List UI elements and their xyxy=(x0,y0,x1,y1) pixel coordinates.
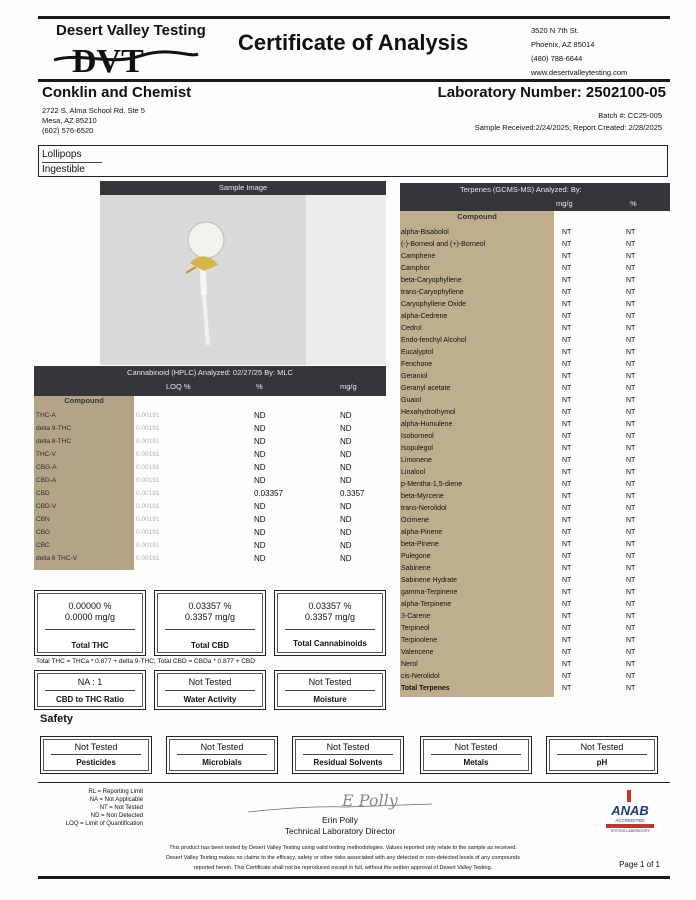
mgg-value: ND xyxy=(340,411,352,420)
mgg-value: NT xyxy=(562,601,572,608)
mgg-value: NT xyxy=(562,373,572,380)
bottom-rule xyxy=(38,876,670,879)
compound-name: gamma-Terpinene xyxy=(401,589,458,596)
disclaimer: This product has been tested by Desert Valley Testing using valid testing methodologies. Values reported only relate to the sample as received. Desert Valley Testing makes no claims to the efficacy, safety or other risks associated with any detected or non-detected levels of any compounds reported herein. This Certificate shall not be reproduced except in full, without the written approval of Desert Valley Testing. xyxy=(166,845,520,871)
signature xyxy=(246,786,436,816)
compound-name: Terpinolene xyxy=(401,637,438,644)
cannabinoid-row xyxy=(34,410,386,423)
mgg-value: NT xyxy=(562,613,572,620)
mgg-value: NT xyxy=(562,421,572,428)
compound-name: Endo-fenchyl Alcohol xyxy=(401,337,467,344)
lollipop-image xyxy=(100,195,306,365)
percent-value: NT xyxy=(626,385,636,392)
terpene-header-mgg: mg/g xyxy=(556,199,573,208)
cannabinoid-row xyxy=(34,436,386,449)
cannabinoid-row xyxy=(34,553,386,566)
percent-value: NT xyxy=(626,481,636,488)
percent-value: NT xyxy=(626,301,636,308)
compound-name: delta 9-THC xyxy=(36,425,72,432)
mgg-value: NT xyxy=(562,277,572,284)
cannabinoid-row xyxy=(34,540,386,553)
cannabinoid-row xyxy=(34,527,386,540)
cannabinoid-row xyxy=(34,488,386,501)
compound-name: Isoborneol xyxy=(401,433,434,440)
terpene-title: Terpenes (GCMS-MS) Analyzed: By: xyxy=(460,185,582,194)
percent-value: NT xyxy=(626,253,636,260)
water-activity-box: Not Tested Water Activity xyxy=(154,670,266,710)
compound-name: Valencene xyxy=(401,649,434,656)
terpene-row xyxy=(400,384,670,396)
percent-value: NT xyxy=(626,553,636,560)
loq-value: 0.00191 xyxy=(136,516,160,523)
compound-name: Geranyl acetate xyxy=(401,385,451,392)
percent-value: NT xyxy=(626,685,636,692)
compound-name: trans-Nerolidol xyxy=(401,505,447,512)
dvt-logo xyxy=(50,36,200,78)
residual-solvents-box: Not Tested Residual Solvents xyxy=(292,736,404,774)
terpene-row xyxy=(400,348,670,360)
terpene-row xyxy=(400,648,670,660)
mgg-value: NT xyxy=(562,265,572,272)
compound-name: CBD-V xyxy=(36,503,57,510)
anab-accreditation-logo: ANAB ACCREDITED TESTING LABORATORY xyxy=(600,796,660,836)
flame-icon xyxy=(627,790,631,802)
percent-value: NT xyxy=(626,469,636,476)
mgg-value: NT xyxy=(562,577,572,584)
compound-name: alpha-Bisabolol xyxy=(401,229,449,236)
cannabinoid-title: Cannabinoid (HPLC) Analyzed: 02/27/25 By: MLC xyxy=(127,368,293,377)
percent-value: ND xyxy=(254,541,266,550)
mgg-value: NT xyxy=(562,589,572,596)
percent-value: ND xyxy=(254,411,266,420)
compound-name: Ocimene xyxy=(401,517,430,524)
terpene-row xyxy=(400,432,670,444)
compound-name: THC-V xyxy=(36,451,56,458)
percent-value: ND xyxy=(254,463,266,472)
signature-text: E Polly xyxy=(342,791,398,810)
percent-value: NT xyxy=(626,277,636,284)
compound-name: delta 8-THC xyxy=(36,438,72,445)
percent-value: NT xyxy=(626,625,636,632)
percent-value: NT xyxy=(626,289,636,296)
percent-value: NT xyxy=(626,589,636,596)
terpene-row xyxy=(400,228,670,240)
mgg-value: NT xyxy=(562,361,572,368)
percent-value: NT xyxy=(626,577,636,584)
sample-photo xyxy=(100,195,306,365)
percent-value: NT xyxy=(626,421,636,428)
compound-name: Sabinene Hydrate xyxy=(401,577,458,584)
cannabinoid-row xyxy=(34,514,386,527)
terpene-row xyxy=(400,456,670,468)
client-address: 2722 S. Alma School Rd. Ste 5 Mesa, AZ 85210 (602) 576-6520 xyxy=(42,106,145,135)
header-rule xyxy=(38,79,670,82)
percent-value: ND xyxy=(254,437,266,446)
mgg-value: NT xyxy=(562,325,572,332)
cannabinoid-compound-header: Compound xyxy=(64,396,104,405)
percent-value: NT xyxy=(626,349,636,356)
terpene-row xyxy=(400,408,670,420)
loq-value: 0.00191 xyxy=(136,490,160,497)
mgg-value: NT xyxy=(562,409,572,416)
terpene-row xyxy=(400,516,670,528)
percent-value: 0.03357 xyxy=(254,489,283,498)
mgg-value: NT xyxy=(562,649,572,656)
percent-value: NT xyxy=(626,673,636,680)
cannabinoid-row xyxy=(34,449,386,462)
compound-name: CBD xyxy=(36,490,50,497)
mgg-value: NT xyxy=(562,253,572,260)
cannabinoid-header xyxy=(34,366,386,396)
terpene-row xyxy=(400,492,670,504)
terpene-row xyxy=(400,396,670,408)
loq-value: 0.00191 xyxy=(136,412,160,419)
mgg-value: ND xyxy=(340,424,352,433)
mgg-value: NT xyxy=(562,445,572,452)
compound-name: alpha-Pinene xyxy=(401,529,443,536)
compound-name: Isopulegol xyxy=(401,445,433,452)
loq-value: 0.00191 xyxy=(136,451,160,458)
total-formula-note: Total THC = THCa * 0.877 + delta 9-THC; Total CBD = CBDa * 0.877 + CBD xyxy=(36,658,255,665)
mgg-value: NT xyxy=(562,289,572,296)
percent-value: NT xyxy=(626,241,636,248)
mgg-value: NT xyxy=(562,685,572,692)
terpene-row xyxy=(400,672,670,684)
ph-box: Not Tested pH xyxy=(546,736,658,774)
loq-value: 0.00191 xyxy=(136,555,160,562)
lab-number: Laboratory Number: 2502100-05 xyxy=(437,84,666,101)
header-loq: LOQ % xyxy=(166,382,191,391)
mgg-value: NT xyxy=(562,637,572,644)
mgg-value: NT xyxy=(562,481,572,488)
total-cannabinoids-box: 0.03357 % 0.3357 mg/g Total Cannabinoids xyxy=(274,590,386,656)
mgg-value: NT xyxy=(562,661,572,668)
terpene-row xyxy=(400,288,670,300)
footer-rule xyxy=(38,782,670,783)
compound-name: Linalool xyxy=(401,469,426,476)
percent-value: NT xyxy=(626,601,636,608)
mgg-value: ND xyxy=(340,554,352,563)
cannabinoid-row xyxy=(34,501,386,514)
mgg-value: 0.3357 xyxy=(340,489,365,498)
percent-value: ND xyxy=(254,424,266,433)
safety-title: Safety xyxy=(40,713,74,725)
compound-name: Limonene xyxy=(401,457,432,464)
percent-value: NT xyxy=(626,565,636,572)
pesticides-box: Not Tested Pesticides xyxy=(40,736,152,774)
compound-name: CBC xyxy=(36,542,50,549)
compound-name: beta-Caryophyllene xyxy=(401,277,462,284)
loq-value: 0.00191 xyxy=(136,542,160,549)
compound-name: Caryophyllene Oxide xyxy=(401,301,466,308)
mgg-value: NT xyxy=(562,301,572,308)
loq-value: 0.00191 xyxy=(136,529,160,536)
mgg-value: NT xyxy=(562,337,572,344)
report-dates: Sample Received:2/24/2025; Report Created: 2/28/2025 xyxy=(474,123,662,132)
percent-value: NT xyxy=(626,661,636,668)
terpene-row xyxy=(400,480,670,492)
mgg-value: NT xyxy=(562,349,572,356)
loq-value: 0.00191 xyxy=(136,503,160,510)
compound-name: alpha-Cedrene xyxy=(401,313,448,320)
compound-name: Camphor xyxy=(401,265,430,272)
terpene-row xyxy=(400,528,670,540)
mgg-value: ND xyxy=(340,437,352,446)
mgg-value: NT xyxy=(562,505,572,512)
mgg-value: NT xyxy=(562,397,572,404)
percent-value: ND xyxy=(254,476,266,485)
percent-value: NT xyxy=(626,325,636,332)
cannabinoid-row xyxy=(34,475,386,488)
sample-image-header: Sample Image xyxy=(100,181,386,195)
terpene-row xyxy=(400,600,670,612)
document-title: Certificate of Analysis xyxy=(238,30,469,55)
percent-value: NT xyxy=(626,493,636,500)
compound-name: alpha-Terpinene xyxy=(401,601,452,608)
mgg-value: NT xyxy=(562,385,572,392)
percent-value: NT xyxy=(626,265,636,272)
percent-value: NT xyxy=(626,313,636,320)
percent-value: ND xyxy=(254,502,266,511)
mgg-value: ND xyxy=(340,450,352,459)
sample-photo-margin xyxy=(306,195,386,365)
compound-name: Hexahydrothymol xyxy=(401,409,456,416)
logo-text: DVT xyxy=(72,43,144,78)
compound-name: Terpineol xyxy=(401,625,430,632)
cbd-thc-ratio-box: NA : 1 CBD to THC Ratio xyxy=(34,670,146,710)
terpene-row xyxy=(400,300,670,312)
lab-address: 3520 N 7th St. Phoenix, AZ 85014 (480) 788-6644 www.desertvalleytesting.com xyxy=(531,26,628,77)
terpene-row xyxy=(400,660,670,672)
moisture-box: Not Tested Moisture xyxy=(274,670,386,710)
terpene-row xyxy=(400,420,670,432)
signatory-name: Erin Polly xyxy=(322,815,358,825)
batch-info xyxy=(475,110,662,134)
mgg-value: NT xyxy=(562,313,572,320)
total-cbd-box: 0.03357 % 0.3357 mg/g Total CBD xyxy=(154,590,266,656)
terpene-row xyxy=(400,564,670,576)
mgg-value: ND xyxy=(340,528,352,537)
cannabinoid-row xyxy=(34,423,386,436)
total-thc-box: 0.00000 % 0.0000 mg/g Total THC xyxy=(34,590,146,656)
terpene-row xyxy=(400,468,670,480)
compound-name: beta-Pinene xyxy=(401,541,439,548)
percent-value: NT xyxy=(626,649,636,656)
terpene-row xyxy=(400,684,670,696)
mgg-value: NT xyxy=(562,241,572,248)
terpene-row xyxy=(400,588,670,600)
loq-value: 0.00191 xyxy=(136,438,160,445)
percent-value: NT xyxy=(626,613,636,620)
compound-name: p-Mentha-1,5-diene xyxy=(401,481,463,488)
mgg-value: ND xyxy=(340,502,352,511)
abbreviation-legend: RL = Reporting Limit NA = Not Applicable NT = Not Tested ND = Non Detected LOQ = Limit of Quantification xyxy=(65,789,143,827)
compound-name: Guaiol xyxy=(401,397,422,404)
mgg-value: NT xyxy=(562,469,572,476)
compound-name: Fenchone xyxy=(401,361,433,368)
compound-name: Eucalyptol xyxy=(401,349,434,356)
terpene-compound-header: Compound xyxy=(457,212,497,221)
lab-brand-name: Desert Valley Testing xyxy=(56,22,206,39)
percent-value: NT xyxy=(626,517,636,524)
signatory xyxy=(278,815,402,837)
terpene-row xyxy=(400,276,670,288)
compound-name: CBG xyxy=(36,529,51,536)
compound-name: Sabinene xyxy=(401,565,431,572)
compound-name: Geraniol xyxy=(401,373,428,380)
percent-value: NT xyxy=(626,637,636,644)
compound-name: CBD-A xyxy=(36,477,57,484)
loq-value: 0.00191 xyxy=(136,464,160,471)
compound-name: beta-Myrcene xyxy=(401,493,444,500)
mgg-value: NT xyxy=(562,529,572,536)
percent-value: ND xyxy=(254,554,266,563)
terpene-row xyxy=(400,540,670,552)
header-pct: % xyxy=(256,382,263,391)
terpene-row xyxy=(400,444,670,456)
product-box xyxy=(38,145,668,177)
compound-name: delta 6 THC-V xyxy=(36,555,78,562)
percent-value: NT xyxy=(626,373,636,380)
terpene-row xyxy=(400,552,670,564)
percent-value: NT xyxy=(626,529,636,536)
percent-value: NT xyxy=(626,433,636,440)
compound-name: Camphene xyxy=(401,253,436,260)
percent-value: NT xyxy=(626,361,636,368)
mgg-value: NT xyxy=(562,673,572,680)
mgg-value: ND xyxy=(340,541,352,550)
terpene-row xyxy=(400,504,670,516)
compound-name: Total Terpenes xyxy=(401,685,450,692)
percent-value: NT xyxy=(626,445,636,452)
compound-name: Nerol xyxy=(401,661,418,668)
mgg-value: NT xyxy=(562,565,572,572)
percent-value: ND xyxy=(254,450,266,459)
terpene-row xyxy=(400,372,670,384)
terpene-row xyxy=(400,240,670,252)
percent-value: NT xyxy=(626,541,636,548)
product-type: Ingestible xyxy=(42,164,85,175)
percent-value: NT xyxy=(626,505,636,512)
mgg-value: NT xyxy=(562,517,572,524)
mgg-value: NT xyxy=(562,433,572,440)
compound-name: CBG-A xyxy=(36,464,57,471)
percent-value: NT xyxy=(626,229,636,236)
compound-name: CBN xyxy=(36,516,50,523)
compound-name: cis-Nerolidol xyxy=(401,673,440,680)
terpene-row xyxy=(400,576,670,588)
compound-name: (-)-Borneol and (+)-Borneol xyxy=(401,241,486,248)
mgg-value: NT xyxy=(562,457,572,464)
compound-name: trans-Caryophyllene xyxy=(401,289,464,296)
loq-value: 0.00191 xyxy=(136,425,160,432)
terpene-row xyxy=(400,336,670,348)
terpene-row xyxy=(400,312,670,324)
terpene-row xyxy=(400,252,670,264)
header-mgg: mg/g xyxy=(340,382,357,391)
compound-name: THC-A xyxy=(36,412,56,419)
terpene-row xyxy=(400,360,670,372)
terpene-header xyxy=(400,183,670,211)
compound-name: Pulegone xyxy=(401,553,431,560)
microbials-box: Not Tested Microbials xyxy=(166,736,278,774)
terpene-row xyxy=(400,264,670,276)
compound-name: Cedrol xyxy=(401,325,422,332)
mgg-value: ND xyxy=(340,476,352,485)
mgg-value: ND xyxy=(340,515,352,524)
percent-value: ND xyxy=(254,515,266,524)
terpene-row xyxy=(400,612,670,624)
terpene-row xyxy=(400,636,670,648)
terpene-row xyxy=(400,324,670,336)
percent-value: ND xyxy=(254,528,266,537)
batch-number: Batch #: CC25-005 xyxy=(598,111,662,120)
terpene-header-pct: % xyxy=(630,199,637,208)
product-name: Lollipops xyxy=(42,148,102,163)
top-rule xyxy=(38,16,670,19)
compound-name: alpha-Humulene xyxy=(401,421,453,428)
compound-name: 3-Carene xyxy=(401,613,431,620)
terpene-row xyxy=(400,624,670,636)
mgg-value: NT xyxy=(562,625,572,632)
percent-value: NT xyxy=(626,337,636,344)
metals-box: Not Tested Metals xyxy=(420,736,532,774)
mgg-value: NT xyxy=(562,229,572,236)
mgg-value: NT xyxy=(562,493,572,500)
percent-value: NT xyxy=(626,409,636,416)
page-number: Page 1 of 1 xyxy=(619,860,660,869)
mgg-value: NT xyxy=(562,541,572,548)
signatory-title: Technical Laboratory Director xyxy=(284,826,396,836)
client-name: Conklin and Chemist xyxy=(42,84,192,101)
mgg-value: ND xyxy=(340,463,352,472)
loq-value: 0.00191 xyxy=(136,477,160,484)
percent-value: NT xyxy=(626,397,636,404)
cannabinoid-row xyxy=(34,462,386,475)
mgg-value: NT xyxy=(562,553,572,560)
percent-value: NT xyxy=(626,457,636,464)
